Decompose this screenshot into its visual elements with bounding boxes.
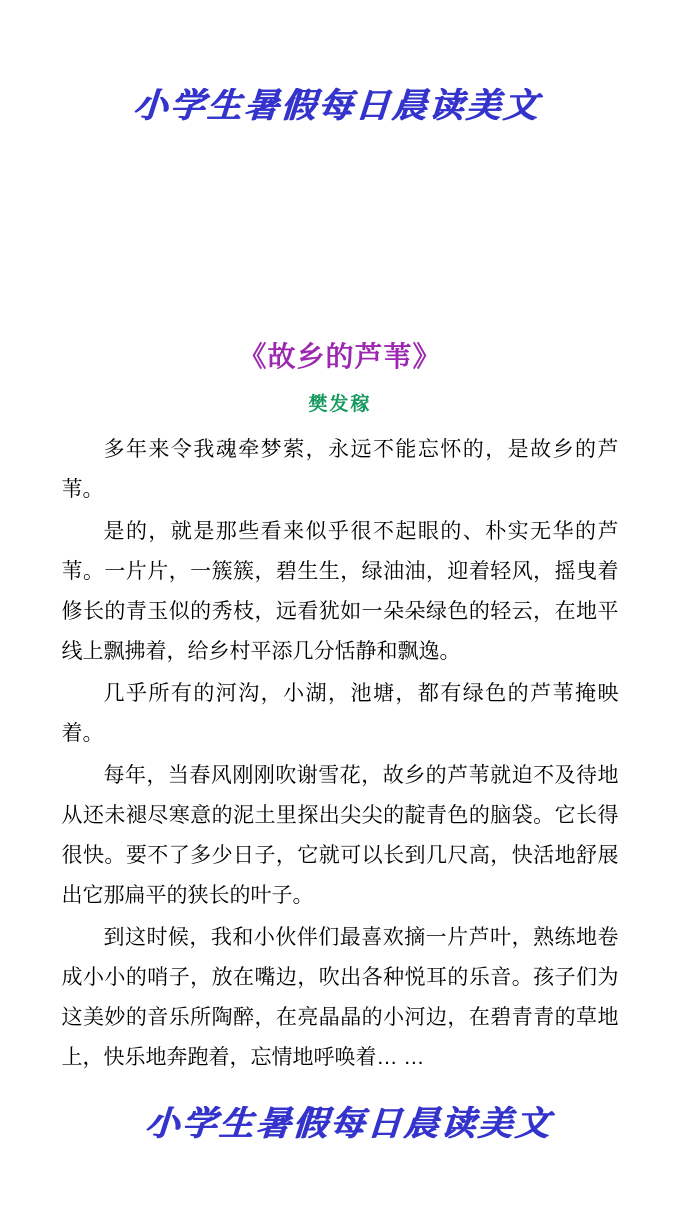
blank-region — [0, 130, 680, 338]
article-author: 樊发稼 — [308, 394, 372, 415]
paragraph-4: 每年，当春风刚刚吹谢雪花，故乡的芦苇就迫不及待地从还未褪尽寒意的泥土里探出尖尖的靛青色的脑袋。它长得很快。要不了多少日子，它就可以长到几尺高，快活地舒展出它那扁平的狭长的叶子。 — [61, 764, 619, 907]
paragraph-1: 多年来令我魂牵梦萦，永远不能忘怀的，是故乡的芦苇。 — [61, 438, 619, 501]
article-title: 《故乡的芦苇》 — [238, 341, 442, 372]
paragraph-2: 是的，就是那些看来似乎很不起眼的、朴实无华的芦苇。一片片，一簇簇，碧生生，绿油油，迎着轻风，摇曳着修长的青玉似的秀枝，远看犹如一朵朵绿色的轻云，在地平线上飘拂着，给乡村平添几分恬静和飘逸。 — [61, 520, 619, 663]
footer-banner: 小学生暑假每日晨读美文 — [144, 1105, 554, 1143]
article-body — [62, 430, 619, 1078]
header-banner: 小学生暑假每日晨读美文 — [132, 87, 542, 125]
paragraph-5: 到这时候，我和小伙伴们最喜欢摘一片芦叶，熟练地卷成小小的哨子，放在嘴边，吹出各种悦耳的乐音。孩子们为这美妙的音乐所陶醉，在亮晶晶的小河边，在碧青青的草地上，快乐地奔跑着，忘情地呼唤着… … — [61, 926, 619, 1069]
paragraph-3: 几乎所有的河沟，小湖，池塘，都有绿色的芦苇掩映着。 — [61, 682, 619, 745]
